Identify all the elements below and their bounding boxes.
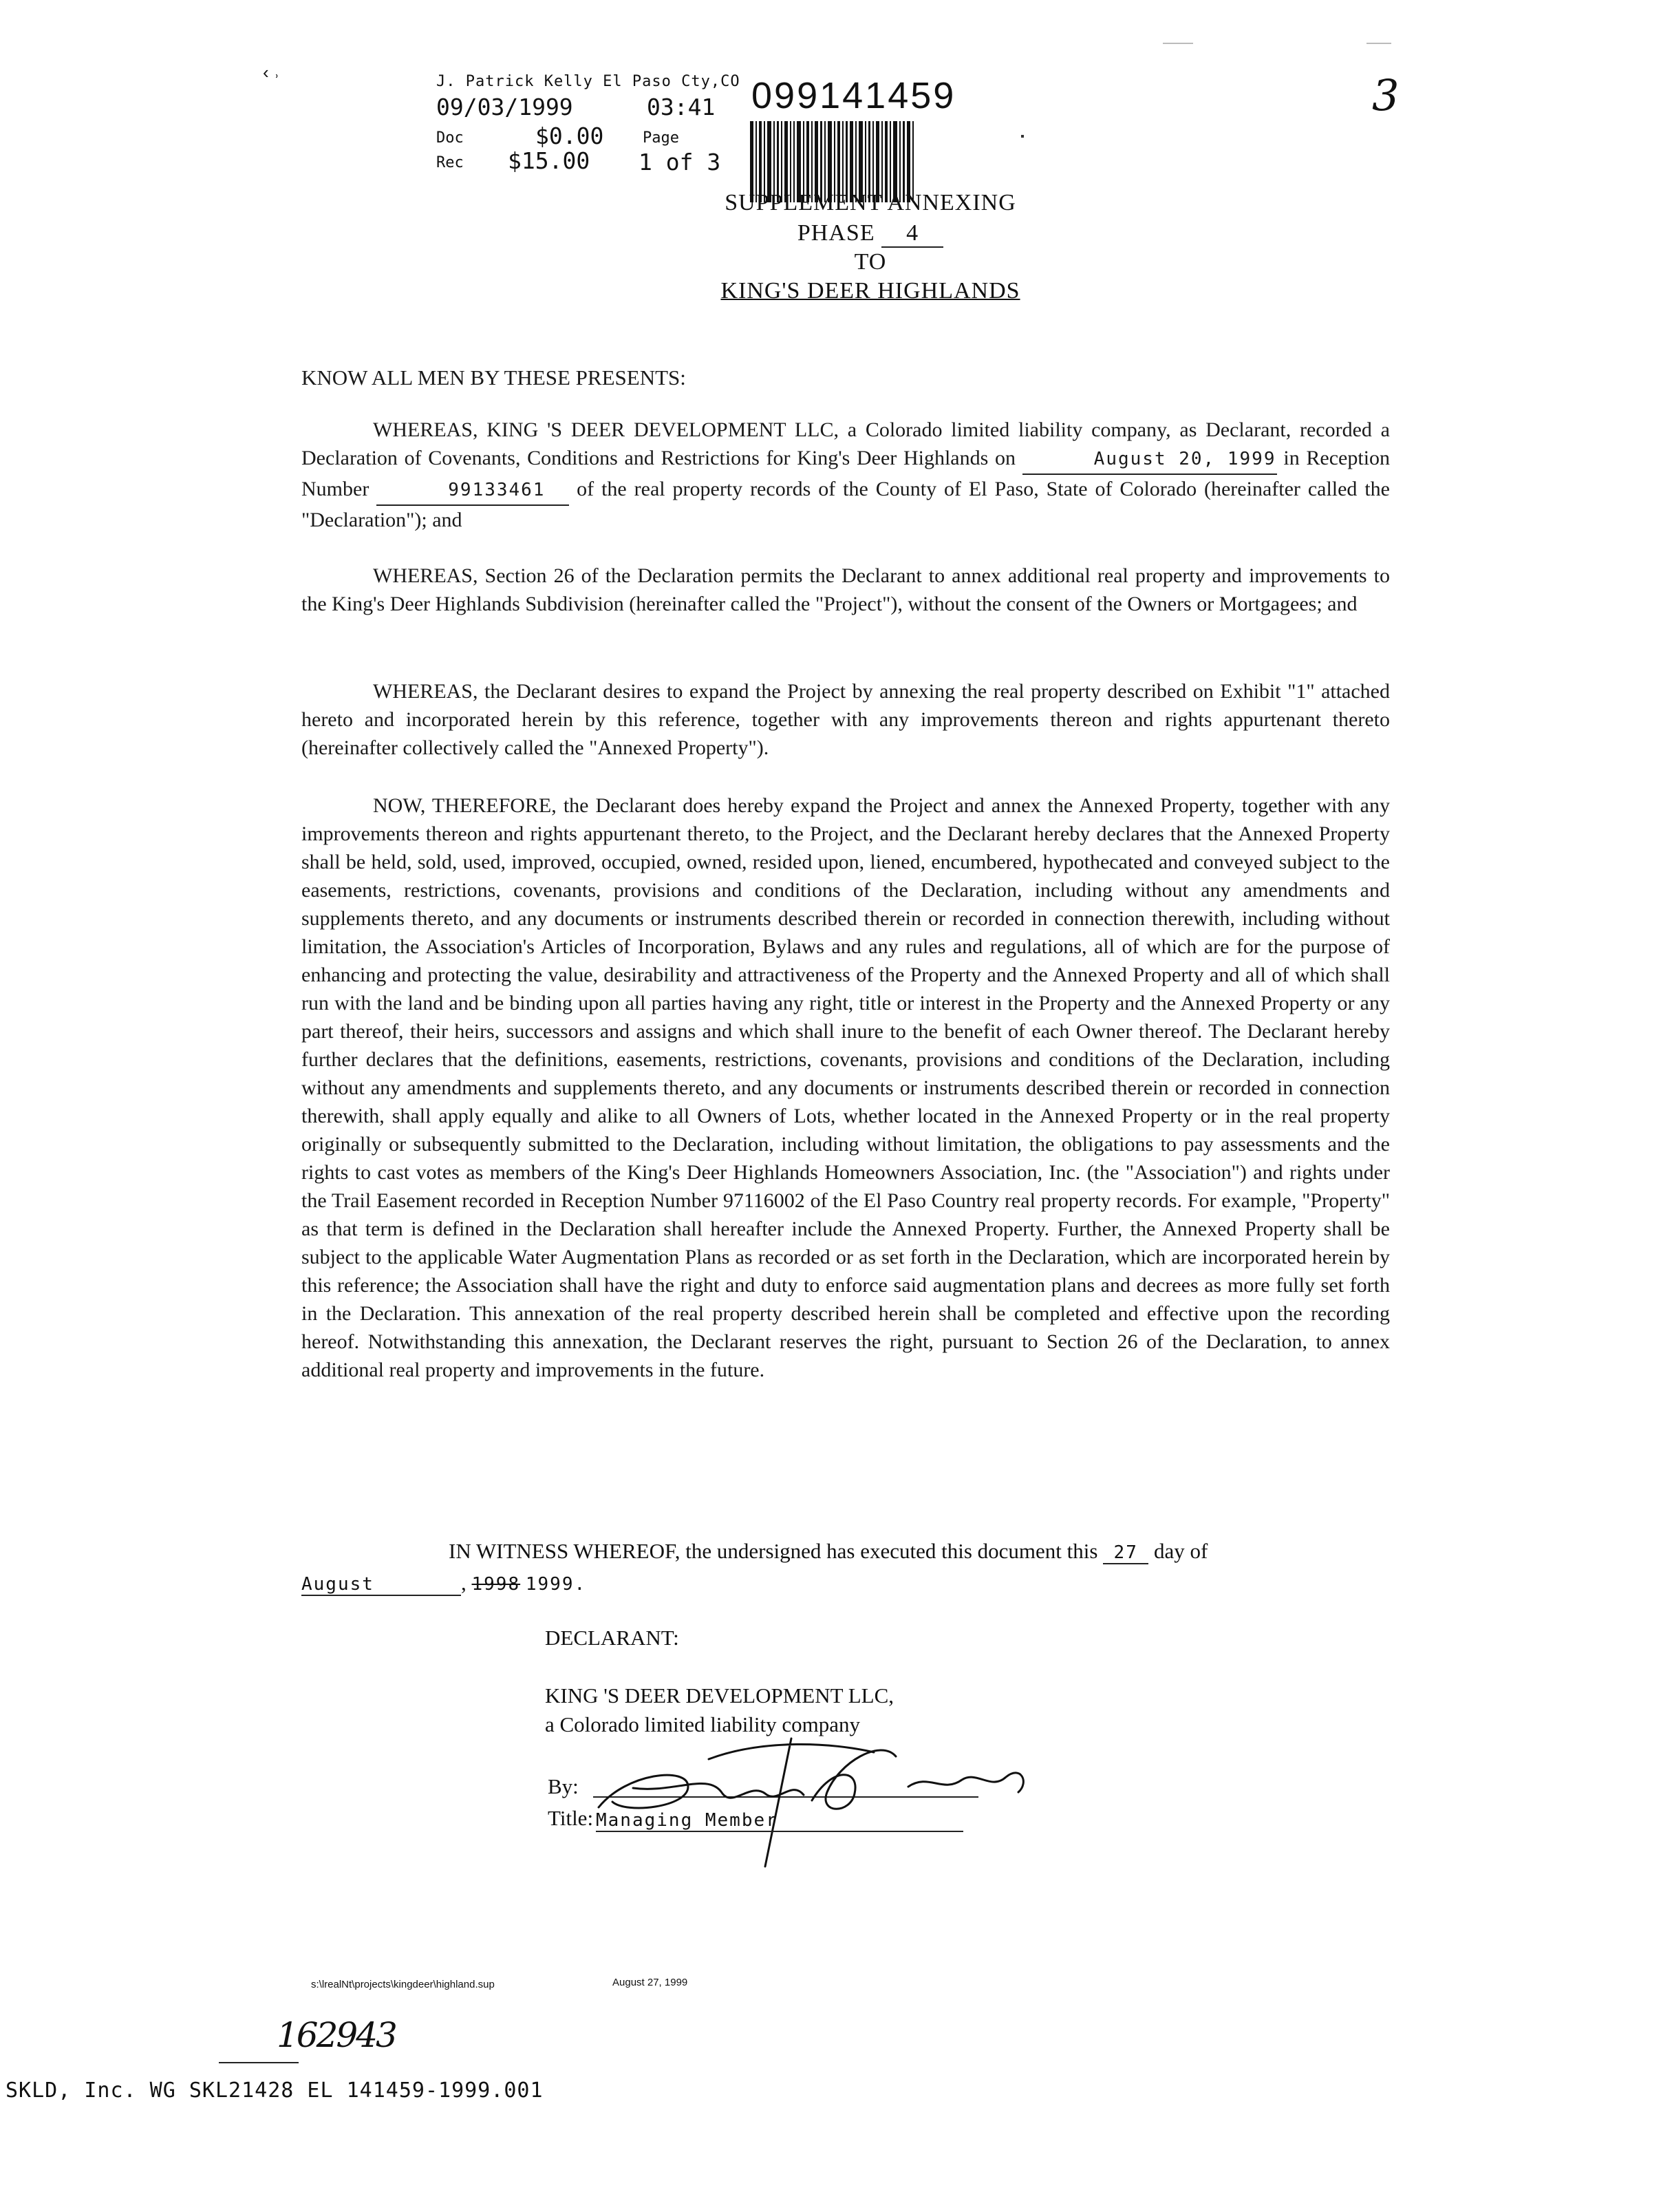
by-label: By: [548,1774,579,1798]
recital-1-text-b: in Reception Number [301,447,1391,500]
declarant-label: DECLARANT: [545,1626,679,1650]
struck-year: 1998 [471,1574,521,1595]
witness-month: August [301,1574,461,1596]
title-label: Title: [548,1806,594,1830]
scan-speck [1021,135,1024,138]
project-name: KING'S DEER HIGHLANDS [720,278,1020,304]
title-field [596,1810,963,1832]
recital-1-text-a: WHEREAS, KING 'S DEER DEVELOPMENT LLC, a Colorado limited liability company, as Declarant, recorded a Declaration of Covenants, Conditions and Restrictions for King's Deer Highlands on [301,418,1390,469]
scan-speck [1163,43,1193,44]
handwritten-page-mark: 3 [1372,70,1400,120]
handwritten-signature [585,1711,1039,1869]
recording-time: 03:41 [647,94,716,120]
company-name: KING 'S DEER DEVELOPMENT LLC, [545,1683,894,1708]
phase-label: PHASE [797,220,875,246]
file-path: s:\lrealNt\projects\kingdeer\highland.sup [311,1979,495,1990]
witness-date-line: August , 1998 1999. [301,1571,587,1595]
title-line-3: TO [854,249,887,275]
witness-clause [449,1539,1398,1564]
witness-day-suffix: day of [1153,1539,1208,1563]
doc-fee-label: Doc [436,129,464,147]
footer-rule [219,2062,299,2063]
recital-2: WHEREAS, Section 26 of the Declaration permits the Declarant to annex additional real property and improvements to the King's Deer Highlands Subdivision (hereinafter called the "Project"), without the consent of the Owners or Mortgagees; and [301,564,1390,615]
page-count: 1 of 3 [639,149,721,176]
recital-1 [301,416,1390,534]
reception-number: 099141459 [751,75,956,116]
signer-title: Managing Member [596,1810,778,1831]
rec-fee-amount: $15.00 [508,147,590,174]
title-line-1: SUPPLEMENT ANNEXING [725,190,1016,215]
preamble-heading: KNOW ALL MEN BY THESE PRESENTS: [301,365,686,390]
title-line-4 [716,278,1025,304]
rec-fee-label: Rec [436,154,464,171]
title-line-2 [716,220,1025,248]
recorder-name: J. Patrick Kelly El Paso Cty,CO [436,73,740,90]
recital-1-text-c: of the real property records of the County of El Paso, State of Colorado (hereinafter called the "Declaration"); and [301,478,1391,531]
handwritten-number: 162943 [277,2015,396,2055]
operative-clause: NOW, THEREFORE, the Declarant does hereby expand the Project and annex the Annexed Property, together with any improvements thereon and rights appurtenant thereto, to the Project, and the Declarant hereby declares that the Annexed Property shall be held, sold, used, improved, occupied, owned, resided upon, liened, encumbered, hypothecated and conveyed subject to the easements, restrictions, covenants, provisions and conditions of the Declaration, including without any amendments and supplements thereto, and any documents or instruments described therein or recorded in connection therewith, including without limitation, the Association's Articles of Incorporation, Bylaws and any rules and regulations, all of which are for the purpose of enhancing and protecting the value, desirability and attractiveness of the Property and the Annexed Property and all of which shall run with the land and be binding upon all parties having any right, title or interest in the Property and the Annexed Property or any part thereof, their heirs, successors and assigns and which shall inure to the benefit of each Owner thereof. The Declarant hereby further declares that the definitions, easements, restrictions, covenants, provisions and conditions of the Declaration, including without any amendments and supplements thereto, and any documents or instruments described therein or recorded in connection therewith, shall apply equally and alike to all Owners of Lots, whether located in the Annexed Property or in the real property originally or subsequently submitted to the Declaration, including without limitation, the obligations to pay assessments and the rights to cast votes as members of the King's Deer Highlands Homeowners Association, Inc. (the "Association") and rights under the Trail Easement recorded in Reception Number 97116002 of the El Paso Country real property records. For example, "Property" as that term is defined in the Declaration shall hereafter include the Annexed Property. Further, the Annexed Property shall be subject to the applicable Water Augmentation Plans as recorded or as set forth in the Declaration, which are incorporated herein by this reference; the Association shall have the right and duty to enforce said augmentation plans and decrees as more fully set forth in the Declaration. This annexation of the real property described herein shall be completed and effective upon the recording hereof. Notwithstanding this annexation, the Declarant reserves the right, pursuant to Section 26 of the Declaration, to annex additional real property and improvements in the future. [301,794,1390,1381]
page-label: Page [643,129,679,147]
file-date: August 27, 1999 [612,1977,688,1988]
declaration-reception-number: 99133461 [376,476,569,506]
recording-footer: SKLD, Inc. WG SKL21428 EL 141459-1999.001 [6,2078,544,2103]
recording-date: 09/03/1999 [436,94,573,120]
scan-speck [1366,43,1391,44]
doc-fee-amount: $0.00 [535,123,604,149]
declaration-date: August 20, 1999 [1022,445,1277,475]
company-description: a Colorado limited liability company [545,1712,861,1736]
witness-year: 1999. [525,1574,587,1595]
recital-3: WHEREAS, the Declarant desires to expand the Project by annexing the real property described on Exhibit "1" attached hereto and incorporated herein by this reference, together with any improvements thereon and rights appurtenant thereto (hereinafter collectively called the "Annexed Property"). [301,680,1390,759]
scan-marks: ‹ ˒ [263,62,280,83]
witness-text: IN WITNESS WHEREOF, the undersigned has executed this document this [449,1539,1098,1563]
witness-day: 27 [1103,1542,1148,1564]
phase-number: 4 [881,220,943,248]
